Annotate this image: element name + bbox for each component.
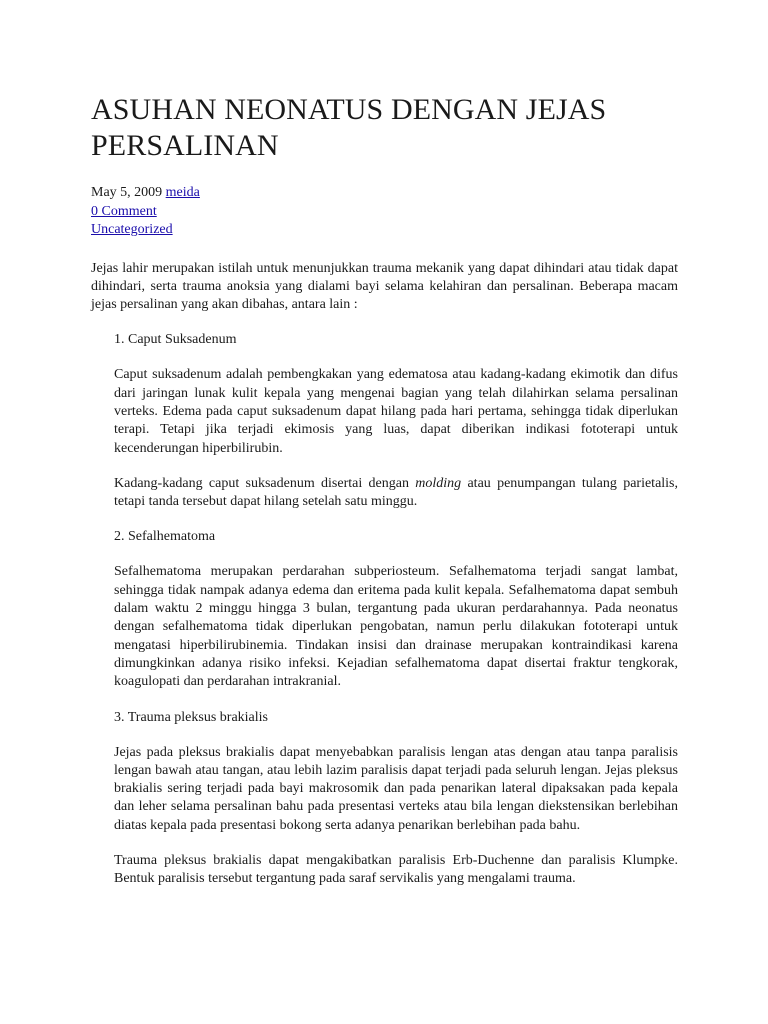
- comments-link[interactable]: 0 Comment: [91, 203, 157, 219]
- article-title: ASUHAN NEONATUS DENGAN JEJAS PERSALINAN: [91, 93, 607, 162]
- paragraph-text: Kadang-kadang caput suksadenum disertai dengan: [114, 475, 416, 491]
- section-heading: 3. Trauma pleksus brakialis: [114, 709, 268, 725]
- section-paragraph: Caput suksadenum adalah pembengkakan yang edematosa atau kadang-kadang ekimotik dan difus dari jaringan lunak kulit kepala yang mengenai bagian yang telah dilahirkan selama persalinan verteks. Edema pada caput suksadenum dapat hilang pada hari pertama, sehingga tidak diperlukan terapi. Tetapi jika terjadi ekimosis yang luas, dapat diberikan indikasi fototerapi untuk kecenderungan hiperbilirubin.: [114, 367, 678, 456]
- intro-paragraph: Jejas lahir merupakan istilah untuk menunjukkan trauma mekanik yang dapat dihindari atau tidak dapat dihindari, serta trauma anoksia yang dialami bayi selama kelahiran dan persalinan. Beberapa macam jejas persalinan yang akan dibahas, antara lain :: [91, 260, 678, 313]
- section-heading: 2. Sefalhematoma: [114, 529, 216, 545]
- author-link[interactable]: meida: [165, 185, 200, 200]
- post-meta: [91, 184, 678, 240]
- paragraph-text: atau penumpangan tulang parietalis, tetapi tanda tersebut dapat hilang setelah satu minggu.: [114, 475, 679, 510]
- section-caput-suksadenum: [91, 331, 678, 888]
- section-heading: 1. Caput Suksadenum: [114, 332, 237, 348]
- article: [91, 92, 678, 903]
- section-paragraph: Trauma pleksus brakialis dapat mengakibatkan paralisis Erb-Duchenne dan paralisis Klumpke. Bentuk paralisis tersebut tergantung pada saraf servikalis yang mengalami trauma.: [114, 853, 678, 887]
- post-date: May 5, 2009: [91, 185, 163, 200]
- emphasis-text: molding: [415, 475, 462, 491]
- category-link[interactable]: Uncategorized: [91, 222, 173, 237]
- section-paragraph-molding: [114, 475, 678, 512]
- section-paragraph: Jejas pada pleksus brakialis dapat menyebabkan paralisis lengan atas dengan atau tanpa paralisis lengan bawah atau tangan, atau lebih lazim paralisis dapat terjadi pada seluruh lengan. Jejas pleksus brakialis sering terjadi pada bayi makrosomik dan pada penarikan lateral dipaksakan pada kepala dan leher selama persalinan bahu pada presentasi verteks atau bila lengan diekstensikan berlebihan diatas kepala pada presentasi bokong serta adanya penarikan berlebihan pada bahu.: [114, 744, 678, 833]
- post-date-line: [91, 184, 678, 203]
- section-paragraph: Sefalhematoma merupakan perdarahan subperiosteum. Sefalhematoma terjadi sangat lambat, sehingga tidak nampak adanya edema dan eritema pada kulit kepala. Sefalhematoma dapat sembuh dalam waktu 2 minggu hingga 3 bulan, tergantung pada ukuran perdarahannya. Pada neonatus dengan sefalhematoma tidak diperlukan pengobatan, namun perlu dilakukan fototerapi untuk mengatasi hiperbilirubinemia. Tindakan insisi dan drainase merupakan kontraindikasi karena dimungkinkan adanya risiko infeksi. Kejadian sefalhematoma dapat disertai fraktur tengkorak, koagulopati dan perdarahan intrakranial.: [114, 564, 678, 690]
